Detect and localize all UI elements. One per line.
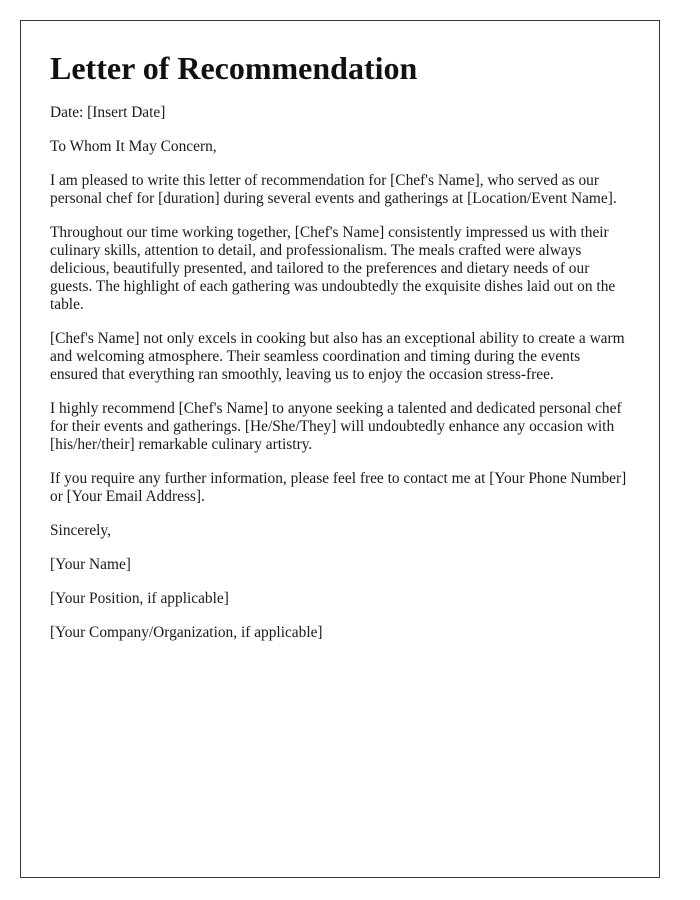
signature-name: [Your Name]: [50, 556, 131, 573]
letter-salutation: To Whom It May Concern,: [50, 138, 217, 155]
signature-company: [Your Company/Organization, if applicable]: [50, 624, 323, 641]
letter-paragraph-recommendation: I highly recommend [Chef's Name] to anyone seeking a talented and dedicated personal chef for their events and gatherings. [He/She/They] will undoubtedly enhance any occasion with [his/her/their] remarkable culinary artistry.: [50, 400, 622, 453]
letter-page: [20, 20, 660, 878]
letter-paragraph-skills: Throughout our time working together, [Chef's Name] consistently impressed us with their culinary skills, attention to detail, and professionalism. The meals crafted were always delicious, beautifully presented, and tailored to the preferences and dietary needs of our guests. The highlight of each gathering was undoubtedly the exquisite dishes laid out on the table.: [50, 224, 616, 313]
letter-paragraph-atmosphere: [Chef's Name] not only excels in cooking but also has an exceptional ability to create a warm and welcoming atmosphere. Their seamless coordination and timing during the events ensured that everything ran smoothly, leaving us to enjoy the occasion stress-free.: [50, 330, 625, 383]
signature-position: [Your Position, if applicable]: [50, 590, 229, 607]
letter-closing: Sincerely,: [50, 522, 111, 539]
letter-paragraph-contact: If you require any further information, please feel free to contact me at [Your Phone Number] or [Your Email Address].: [50, 470, 627, 505]
letter-date: Date: [Insert Date]: [50, 104, 166, 121]
letter-title: Letter of Recommendation: [50, 50, 418, 86]
letter-paragraph-intro: I am pleased to write this letter of recommendation for [Chef's Name], who served as our personal chef for [duration] during several events and gatherings at [Location/Event Name].: [50, 172, 617, 207]
